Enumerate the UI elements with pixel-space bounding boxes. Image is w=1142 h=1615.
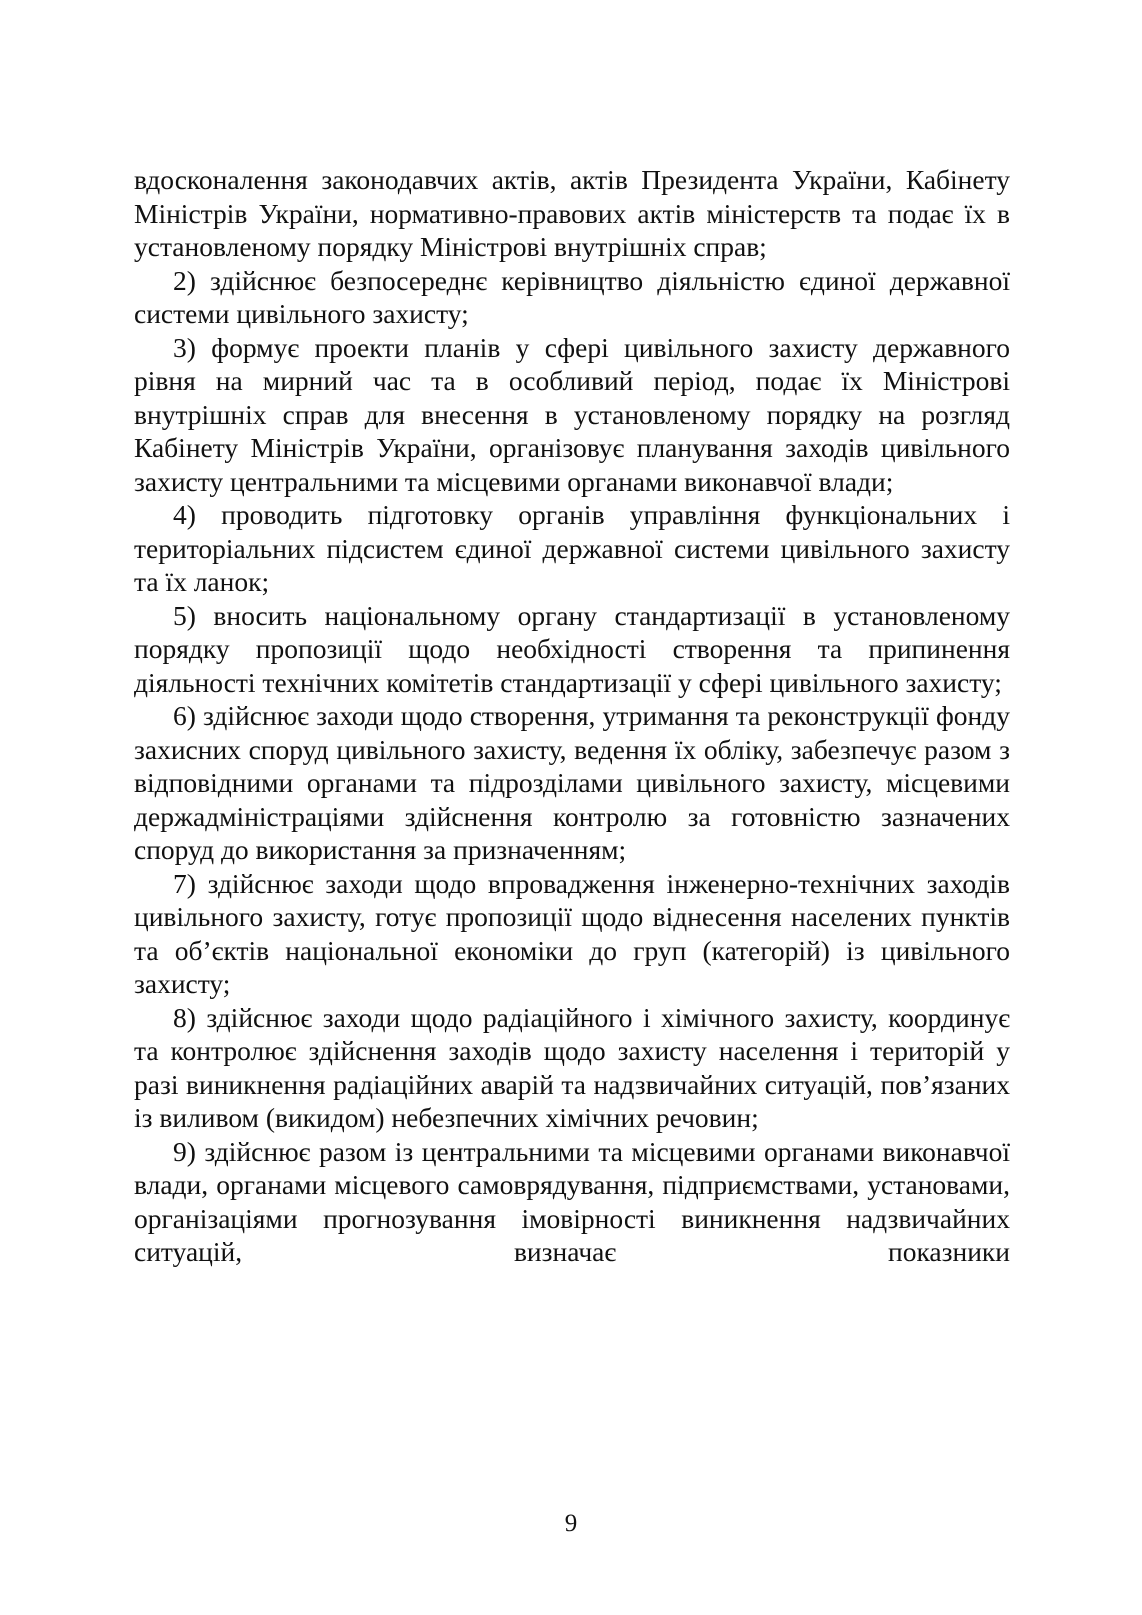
body-text [134, 163, 1010, 1269]
paragraph-item-5: 5) вносить національному органу стандартизації в установленому порядку пропозиції щодо необхідності створення та припинення діяльності технічних комітетів стандартизації у сфері цивільного захисту; [134, 599, 1010, 698]
paragraph-item-4: 4) проводить підготовку органів управління функціональних і територіальних підсистем єдиної державної системи цивільного захисту та їх ланок; [134, 499, 1010, 597]
paragraph-intro: вдосконалення законодавчих актів, актів Президента України, Кабінету Міністрів України, нормативно-правових актів міністерств та подає їх в установленому порядку Міністрові внутрішніх справ; [134, 164, 1010, 262]
paragraph-item-7: 7) здійснює заходи щодо впровадження інженерно-технічних заходів цивільного захисту, готує пропозиції щодо віднесення населених пунктів та об’єктів національної економіки до груп (категорій) із цивільного захисту; [134, 867, 1010, 999]
paragraph-item-8: 8) здійснює заходи щодо радіаційного і хімічного захисту, координує та контролює здійснення заходів щодо захисту населення і територій у разі виникнення радіаційних аварій та надзвичайних ситуацій, пов’язаних із виливом (викидом) небезпечних хімічних речовин; [134, 1001, 1010, 1133]
page-number: 9 [564, 1510, 578, 1537]
paragraph-item-6: 6) здійснює заходи щодо створення, утримання та реконструкції фонду захисних споруд цивільного захисту, ведення їх обліку, забезпечує разом з відповідними органами та підрозділами цивільного захисту, місцевими держадміністраціями здійснення контролю за готовністю зазначених споруд до використання за призначенням; [134, 700, 1010, 865]
paragraph-item-3: 3) формує проекти планів у сфері цивільного захисту державного рівня на мирний час та в особливий період, подає їх Міністрові внутрішніх справ для внесення в установленому порядку на розгляд Кабінету Міністрів України, організовує планування заходів цивільного захисту центральними та місцевими органами виконавчої влади; [134, 331, 1010, 497]
paragraph-item-2: 2) здійснює безпосереднє керівництво діяльністю єдиної державної системи цивільного захисту; [134, 264, 1010, 329]
paragraph-item-9: 9) здійснює разом із центральними та місцевими органами виконавчої влади, органами місцевого самоврядування, підприємствами, установами, організаціями прогнозування імовірності виникнення надзвичайних ситуацій, визначає показники [134, 1135, 1010, 1267]
